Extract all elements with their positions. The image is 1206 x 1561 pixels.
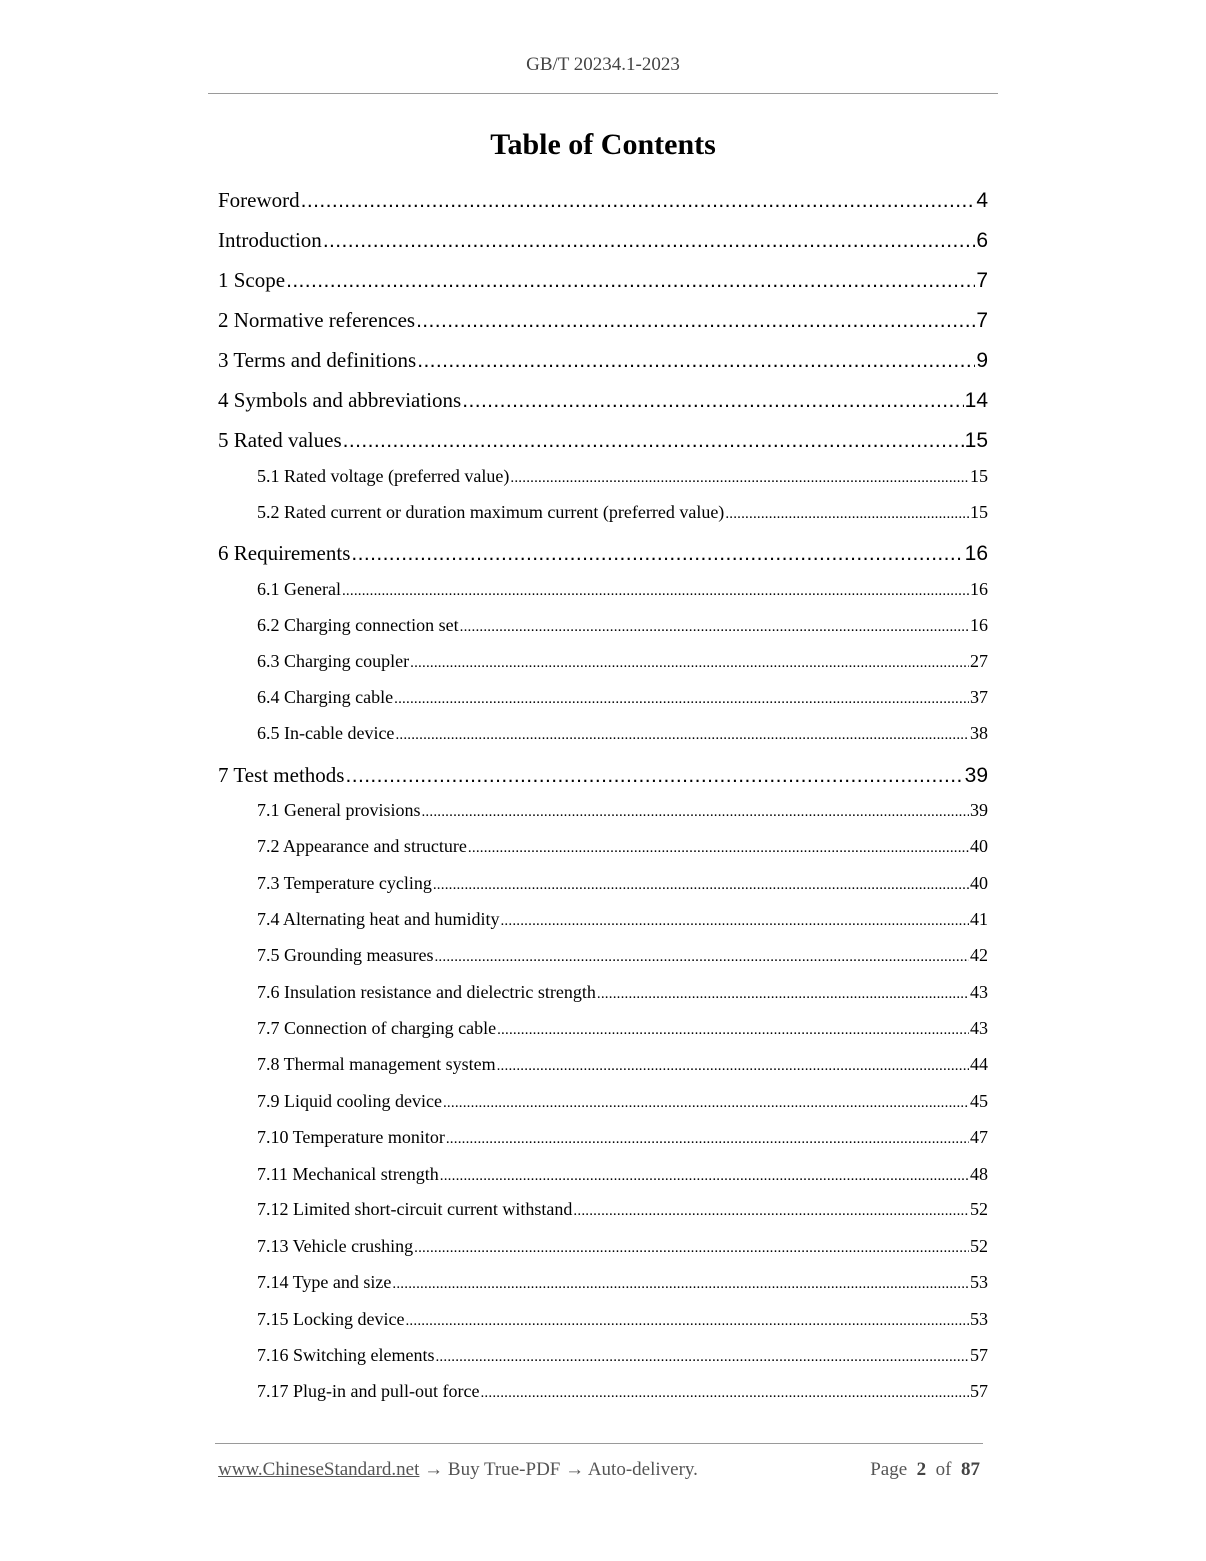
toc-leader-dots: [597, 982, 969, 1003]
toc-page-number: 42: [970, 945, 988, 965]
toc-entry-7-15[interactable]: [257, 1309, 988, 1330]
toc-page-number: 53: [970, 1272, 988, 1292]
toc-entry-6-2[interactable]: [257, 615, 988, 636]
toc-entry-normative-references[interactable]: [218, 308, 988, 333]
toc-label: Foreword: [218, 188, 300, 212]
toc-leader-dots: [342, 579, 969, 600]
footer-tagline: → Buy True-PDF → Auto-delivery.: [424, 1459, 698, 1480]
toc-label: 5.2 Rated current or duration maximum current (preferred value): [257, 502, 725, 522]
toc-leader-dots: [421, 800, 969, 821]
toc-page-number: 40: [970, 873, 988, 893]
toc-label: 2 Normative references: [218, 308, 416, 332]
toc-entry-6-1[interactable]: [257, 579, 988, 600]
toc-leader-dots: [446, 1127, 969, 1148]
toc-page-number: 9: [976, 349, 988, 372]
toc-label: 3 Terms and definitions: [218, 348, 417, 372]
toc-leader-dots: [440, 1164, 969, 1185]
toc-page-number: 16: [970, 579, 988, 599]
footer-divider: [215, 1443, 983, 1444]
toc-label: 6.4 Charging cable: [257, 687, 394, 707]
toc-leader-dots: [286, 268, 975, 293]
toc-label: 7.10 Temperature monitor: [257, 1127, 445, 1147]
toc-page-number: 40: [970, 836, 988, 856]
toc-leader-dots: [510, 466, 969, 487]
toc-entry-7-7[interactable]: [257, 1018, 988, 1039]
toc-leader-dots: [435, 1345, 969, 1366]
toc-label: 7.3 Temperature cycling: [257, 873, 432, 893]
toc-page-number: 52: [970, 1236, 988, 1256]
toc-label: 7.2 Appearance and structure: [257, 836, 467, 856]
toc-page-number: 57: [970, 1345, 988, 1365]
toc-leader-dots: [343, 428, 964, 453]
toc-label: 7.4 Alternating heat and humidity: [257, 909, 500, 929]
toc-entry-symbols-and-abbreviations[interactable]: [218, 388, 988, 413]
toc-entry-6-5[interactable]: [257, 723, 988, 744]
toc-page-number: 27: [970, 651, 988, 671]
toc-entry-7-13[interactable]: [257, 1236, 988, 1257]
toc-entry-7-3[interactable]: [257, 873, 988, 894]
toc-label: 6 Requirements: [218, 541, 351, 565]
document-id-header: GB/T 20234.1-2023: [526, 54, 680, 75]
toc-leader-dots: [480, 1381, 969, 1402]
toc-label: 6.3 Charging coupler: [257, 651, 410, 671]
toc-entry-7-16[interactable]: [257, 1345, 988, 1366]
toc-page-number: 53: [970, 1309, 988, 1329]
toc-label: 6.2 Charging connection set: [257, 615, 459, 635]
toc-page-number: 39: [964, 764, 988, 787]
toc-entry-6-4[interactable]: [257, 687, 988, 708]
toc-page-number: 15: [964, 429, 988, 452]
of-word: of: [935, 1459, 952, 1480]
toc-leader-dots: [573, 1199, 969, 1220]
toc-page-number: 16: [970, 615, 988, 635]
toc-label: 7.6 Insulation resistance and dielectric strength: [257, 982, 596, 1002]
toc-label: 7.5 Grounding measures: [257, 945, 434, 965]
toc-leader-dots: [301, 188, 976, 213]
page-word: Page: [870, 1459, 908, 1480]
toc-leader-dots: [395, 723, 969, 744]
toc-entry-7-17[interactable]: [257, 1381, 988, 1402]
toc-page-number: 15: [970, 466, 988, 486]
toc-label: 1 Scope: [218, 268, 286, 292]
toc-label: 7.12 Limited short-circuit current withstand: [257, 1199, 573, 1219]
toc-page-number: 38: [970, 723, 988, 743]
toc-leader-dots: [416, 308, 975, 333]
toc-label: 7.14 Type and size: [257, 1272, 392, 1292]
toc-entry-scope[interactable]: [218, 268, 988, 293]
current-page: 2: [916, 1459, 927, 1480]
toc-page-number: 15: [970, 502, 988, 522]
toc-entry-5-2[interactable]: [257, 502, 988, 523]
toc-label: 7.7 Connection of charging cable: [257, 1018, 497, 1038]
toc-label: 7.15 Locking device: [257, 1309, 405, 1329]
toc-leader-dots: [468, 836, 969, 857]
toc-page-number: 47: [970, 1127, 988, 1147]
toc-label: 7.17 Plug-in and pull-out force: [257, 1381, 480, 1401]
website-link[interactable]: www.ChineseStandard.net: [218, 1459, 420, 1480]
toc-page-number: 44: [970, 1054, 988, 1074]
toc-entry-7-5[interactable]: [257, 945, 988, 966]
toc-entry-7-10[interactable]: [257, 1127, 988, 1148]
toc-entry-6-3[interactable]: [257, 651, 988, 672]
toc-leader-dots: [414, 1236, 969, 1257]
toc-leader-dots: [497, 1054, 969, 1075]
toc-page-number: 43: [970, 982, 988, 1002]
toc-leader-dots: [462, 388, 963, 413]
toc-entry-7-12[interactable]: [257, 1199, 988, 1220]
toc-page-number: 7: [976, 309, 988, 332]
toc-label: 7.9 Liquid cooling device: [257, 1091, 442, 1111]
toc-page-number: 14: [964, 389, 988, 412]
header-divider: [208, 93, 998, 94]
toc-leader-dots: [392, 1272, 969, 1293]
toc-page-number: 16: [964, 542, 988, 565]
toc-entry-terms-and-definitions[interactable]: [218, 348, 988, 373]
toc-leader-dots: [351, 541, 963, 566]
toc-page-number: 48: [970, 1164, 988, 1184]
toc-label: 7 Test methods: [218, 763, 345, 787]
toc-leader-dots: [345, 763, 963, 788]
toc-page-number: 7: [976, 269, 988, 292]
toc-page-number: 57: [970, 1381, 988, 1401]
toc-page-number: 45: [970, 1091, 988, 1111]
toc-label: 7.13 Vehicle crushing: [257, 1236, 414, 1256]
toc-entry-5-1[interactable]: [257, 466, 988, 487]
toc-label: 5.1 Rated voltage (preferred value): [257, 466, 510, 486]
toc-entry-introduction[interactable]: [218, 228, 988, 253]
toc-label: 7.8 Thermal management system: [257, 1054, 496, 1074]
toc-leader-dots: [417, 348, 975, 373]
toc-entry-7-6[interactable]: [257, 982, 988, 1003]
toc-leader-dots: [433, 873, 969, 894]
toc-leader-dots: [410, 651, 969, 672]
footer-promo: [218, 1459, 698, 1481]
page-footer: [218, 1459, 980, 1481]
toc-label: 7.1 General provisions: [257, 800, 421, 820]
toc-leader-dots: [725, 502, 969, 523]
toc-leader-dots: [434, 945, 969, 966]
toc-entry-7-1[interactable]: [257, 800, 988, 821]
toc-page-number: 41: [970, 909, 988, 929]
toc-entry-7-2[interactable]: [257, 836, 988, 857]
toc-page-number: 52: [970, 1199, 988, 1219]
toc-entry-7-9[interactable]: [257, 1091, 988, 1112]
toc-leader-dots: [323, 228, 976, 253]
toc-entry-7-8[interactable]: [257, 1054, 988, 1075]
toc-page-number: 39: [970, 800, 988, 820]
toc-leader-dots: [443, 1091, 969, 1112]
toc-leader-dots: [497, 1018, 969, 1039]
toc-entry-7-14[interactable]: [257, 1272, 988, 1293]
toc-leader-dots: [394, 687, 969, 708]
toc-leader-dots: [500, 909, 969, 930]
toc-label: 6.1 General: [257, 579, 341, 599]
toc-page-number: 6: [976, 229, 988, 252]
toc-label: 7.16 Switching elements: [257, 1345, 435, 1365]
toc-entry-foreword[interactable]: [218, 188, 988, 213]
toc-entry-7-11[interactable]: [257, 1164, 988, 1185]
toc-label: 5 Rated values: [218, 428, 342, 452]
toc-page-number: 4: [976, 189, 988, 212]
toc-page-number: 37: [970, 687, 988, 707]
toc-leader-dots: [460, 615, 969, 636]
toc-label: Introduction: [218, 228, 322, 252]
page-indicator: [870, 1459, 980, 1481]
toc-entry-7-4[interactable]: [257, 909, 988, 930]
toc-leader-dots: [405, 1309, 969, 1330]
toc-page-number: 43: [970, 1018, 988, 1038]
toc-entry-test-methods[interactable]: [218, 763, 988, 788]
toc-entry-requirements[interactable]: [218, 541, 988, 566]
page-title: Table of Contents: [490, 128, 716, 161]
toc-entry-rated-values[interactable]: [218, 428, 988, 453]
toc-label: 7.11 Mechanical strength: [257, 1164, 439, 1184]
toc-label: 6.5 In-cable device: [257, 723, 395, 743]
toc-label: 4 Symbols and abbreviations: [218, 388, 462, 412]
total-pages: 87: [961, 1459, 980, 1480]
